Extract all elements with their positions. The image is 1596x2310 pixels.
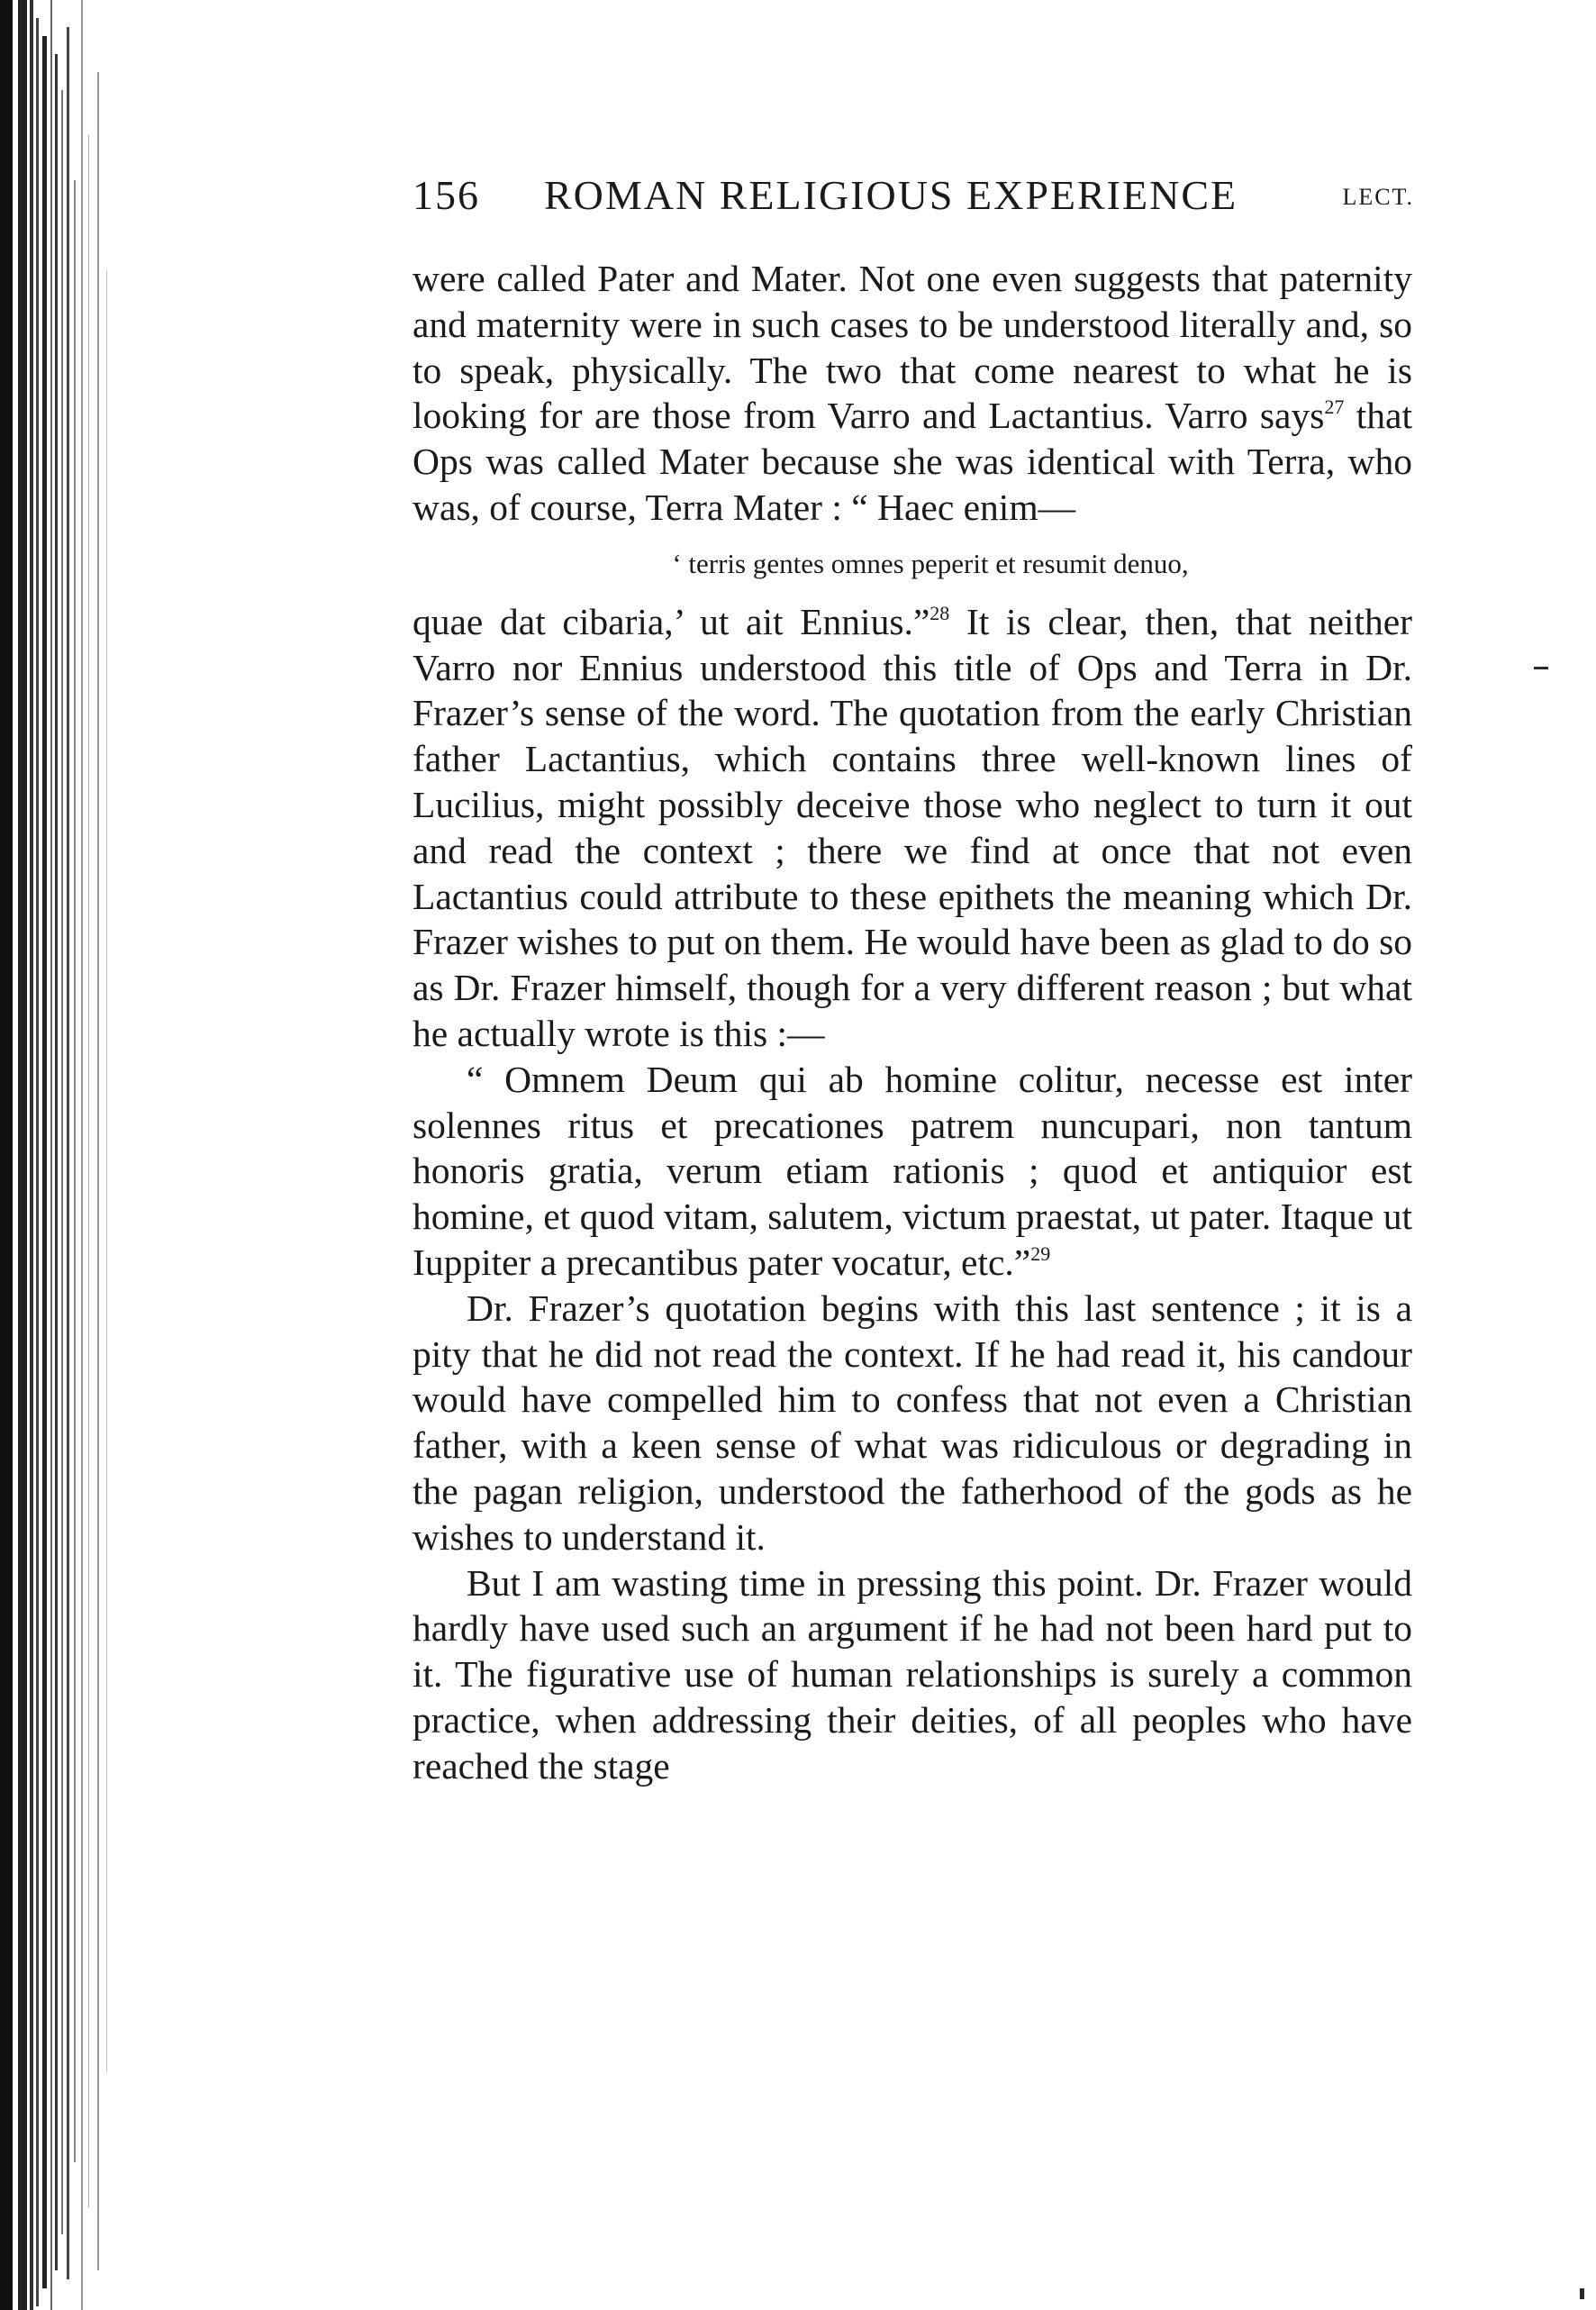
paragraph-2-text-a: quae dat cibaria,’ ut ait Ennius.” <box>413 600 930 642</box>
latin-quotation-text: “ Omnem Deum qui ab homine colitur, necesse est inter solennes ritus et precationes patrem nuncupari, non tantum honoris gratia, verum etiam rationis ; quod et antiquior est homine, et quod vitam, salutem, victum praestat, ut pater. Itaque ut Iuppiter a precantibus pater vocatur, etc.” <box>413 1058 1412 1283</box>
margin-speck <box>1580 2288 1584 2299</box>
page-body <box>413 256 1412 1789</box>
paragraph-2-text-b: It is clear, then, that neither Varro nor Ennius understood this title of Ops and Terra in Dr. Frazer’s sense of the word. The quotation from the early Christian father Lactantius, which contains three well-known lines of Lucilius, might possibly deceive those who neglect to turn it out and read the context ; there we find at once that not even Lactantius could attribute to these epithets the meaning which Dr. Frazer wishes to put on them. He would have been as glad to do so as Dr. Frazer himself, though for a very different reason ; but what he actually wrote is this :— <box>413 600 1412 1054</box>
paragraph-4: Dr. Frazer’s quotation begins with this last sentence ; it is a pity that he did not read the context. If he had read it, his candour would have compelled him to confess that not even a Christian father, with a keen sense of what was ridiculous or degrading in the pagan religion, understood the fatherhood of the gods as he wishes to understand it. <box>413 1287 1412 1558</box>
lecture-label: LECT. <box>1342 184 1414 210</box>
paragraph-1-text-b: that Ops was called Mater because she was identical with Terra, who was, of course, Terra Mater : “ Haec enim— <box>413 395 1412 528</box>
book-spine-edge <box>0 0 117 2310</box>
page-number: 156 <box>413 172 480 218</box>
footnote-ref-28: 28 <box>929 601 950 624</box>
running-header <box>413 171 1421 234</box>
footnote-ref-27: 27 <box>1324 396 1345 419</box>
footnote-ref-29: 29 <box>1030 1241 1051 1265</box>
latin-quotation <box>413 1057 1412 1286</box>
paragraph-2 <box>413 599 1412 1057</box>
paragraph-1 <box>413 256 1412 531</box>
verse-quotation: ‘ terris gentes omnes peperit et resumit denuo, <box>672 547 1189 579</box>
paragraph-1-text-a: were called Pater and Mater. Not one even suggests that paternity and maternity were in such cases to be understood literally and, so to speak, physically. The two that come nearest to what he is looking for are those from Varro and Lactantius. Varro says <box>413 258 1412 437</box>
paragraph-5: But I am wasting time in pressing this point. Dr. Frazer would hardly have used such an argument if he had not been hard put to it. The figurative use of human relationships is surely a common practice, when addressing their deities, of all peoples who have reached the stage <box>413 1561 1412 1787</box>
margin-speck <box>1534 667 1548 669</box>
running-title: ROMAN RELIGIOUS EXPERIENCE <box>544 172 1238 218</box>
